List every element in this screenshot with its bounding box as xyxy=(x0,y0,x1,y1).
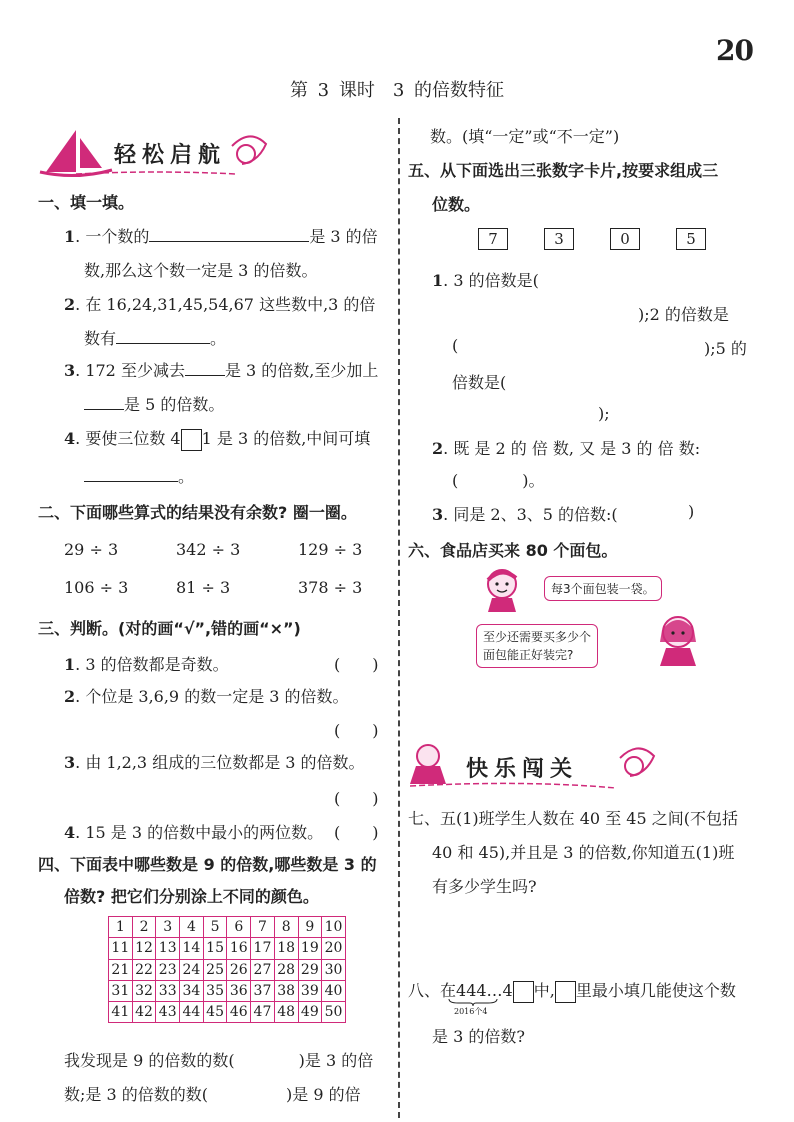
column-divider xyxy=(398,118,400,1118)
repeated-number: 444…4 xyxy=(456,981,513,1000)
grid-row xyxy=(109,980,346,1001)
grid-cell[interactable]: 47 xyxy=(251,1002,275,1023)
grid-cell[interactable]: 30 xyxy=(322,959,346,980)
brace-note: 2016个4 xyxy=(454,1007,488,1016)
s3-q4 xyxy=(64,820,323,843)
s5-q1-line4: 倍数是( xyxy=(452,373,507,392)
grid-cell[interactable]: 46 xyxy=(227,1002,251,1023)
expr-2[interactable]: 342 ÷ 3 xyxy=(176,540,241,559)
bubble-line: 面包能正好装完? xyxy=(483,648,574,662)
grid-cell[interactable]: 24 xyxy=(180,959,204,980)
grid-cell[interactable]: 21 xyxy=(109,959,133,980)
grid-cell[interactable]: 35 xyxy=(203,980,227,1001)
s5-q3-paren-close: ) xyxy=(688,502,695,521)
girl-cartoon-icon xyxy=(652,612,704,668)
digit-box[interactable] xyxy=(555,981,576,1003)
grid-cell[interactable]: 26 xyxy=(227,959,251,980)
q-text: . 3 的倍数是( xyxy=(443,271,539,290)
grid-cell[interactable]: 34 xyxy=(180,980,204,1001)
grid-cell[interactable]: 49 xyxy=(298,1002,322,1023)
banner-title: 轻松启航 xyxy=(114,143,227,168)
s5-q2-line1 xyxy=(432,436,700,459)
grid-cell[interactable]: 5 xyxy=(203,917,227,938)
judge-paren[interactable]: ( ) xyxy=(334,823,379,842)
s5-q2-answer[interactable]: ( )。 xyxy=(452,471,545,490)
q-text: 。 xyxy=(178,467,195,486)
grid-cell[interactable]: 38 xyxy=(274,980,298,1001)
q-number: 1 xyxy=(64,655,76,674)
s1-q2-line2 xyxy=(84,326,226,349)
judge-paren[interactable]: ( ) xyxy=(334,721,379,740)
s1-q3-line2 xyxy=(84,392,224,415)
q-number: 2 xyxy=(64,687,76,706)
section-5-heading-line1: 五、从下面选出三张数字卡片,按要求组成三 xyxy=(408,161,719,180)
digit-card-0[interactable]: 0 xyxy=(610,228,640,250)
s5-q1-paren-open[interactable]: ( xyxy=(452,336,459,355)
q-text: . 15 是 3 的倍数中最小的两位数。 xyxy=(75,823,324,842)
q-text: 是 3 的倍 xyxy=(309,227,378,246)
expr-6[interactable]: 378 ÷ 3 xyxy=(298,578,363,597)
q-text: . 个位是 3,6,9 的数一定是 3 的倍数。 xyxy=(75,687,349,706)
q-text: 八、在 xyxy=(408,981,457,1000)
page-number: 20 xyxy=(716,34,753,67)
digit-box[interactable] xyxy=(181,429,202,451)
q-text: . 要使三位数 4 xyxy=(75,429,181,448)
expr-1[interactable]: 29 ÷ 3 xyxy=(64,540,119,559)
q-text: 1 是 3 的倍数,中间可填 xyxy=(201,429,371,448)
answer-blank[interactable] xyxy=(84,466,178,482)
grid-cell[interactable]: 4 xyxy=(180,917,204,938)
answer-blank[interactable] xyxy=(149,226,309,242)
q-text: . 既 是 2 的 倍 数, 又 是 3 的 倍 数: xyxy=(443,439,701,458)
q-text: 是 3 的倍数,至少加上 xyxy=(224,361,379,380)
s3-q2 xyxy=(64,684,349,707)
grid-cell[interactable]: 48 xyxy=(274,1002,298,1023)
grid-cell[interactable]: 10 xyxy=(322,917,346,938)
q-number: 3 xyxy=(64,753,76,772)
grid-cell[interactable]: 14 xyxy=(180,938,204,959)
grid-cell[interactable]: 43 xyxy=(156,1002,180,1023)
banner-easy-start xyxy=(36,124,276,180)
section-6-heading: 六、食品店买来 80 个面包。 xyxy=(408,541,618,560)
grid-cell[interactable]: 44 xyxy=(180,1002,204,1023)
grid-cell[interactable]: 40 xyxy=(322,980,346,1001)
s4-find-line3: 数。(填“一定”或“不一定”) xyxy=(430,127,620,146)
q-number: 2 xyxy=(64,295,76,314)
digit-card-3[interactable]: 3 xyxy=(544,228,574,250)
grid-cell[interactable]: 42 xyxy=(132,1002,156,1023)
grid-cell[interactable]: 41 xyxy=(109,1002,133,1023)
q-number: 3 xyxy=(64,361,76,380)
s1-q1-line2: 数,那么这个数一定是 3 的倍数。 xyxy=(84,261,318,280)
section-8-line2: 是 3 的倍数? xyxy=(432,1027,525,1046)
digit-box[interactable] xyxy=(513,981,534,1003)
q-text: 数;是 3 的倍数的数( xyxy=(64,1085,208,1104)
q-number: 4 xyxy=(64,823,76,842)
q-text: )是 3 的倍 xyxy=(298,1051,374,1070)
s1-q4-line1 xyxy=(64,426,370,451)
digit-card-5[interactable]: 5 xyxy=(676,228,706,250)
grid-cell[interactable]: 8 xyxy=(274,917,298,938)
grid-cell[interactable]: 23 xyxy=(156,959,180,980)
q-number: 2 xyxy=(432,439,444,458)
grid-cell[interactable]: 25 xyxy=(203,959,227,980)
grid-cell[interactable]: 20 xyxy=(322,938,346,959)
grid-cell[interactable]: 36 xyxy=(227,980,251,1001)
grid-cell[interactable]: 33 xyxy=(156,980,180,1001)
q-number: 3 xyxy=(432,505,444,524)
s1-q3-line1 xyxy=(64,358,378,381)
q-text: 里最小填几能使这个数 xyxy=(575,981,736,1000)
grid-cell[interactable]: 13 xyxy=(156,938,180,959)
s3-q3 xyxy=(64,750,365,773)
grid-cell[interactable]: 18 xyxy=(274,938,298,959)
grid-row xyxy=(109,1002,346,1023)
q-text: 中, xyxy=(533,981,555,1000)
number-grid xyxy=(108,916,346,1023)
s1-q1-line1 xyxy=(64,224,378,247)
section-4-heading-line1: 四、下面表中哪些数是 9 的倍数,哪些数是 3 的 xyxy=(38,855,377,874)
section-7-line3: 有多少学生吗? xyxy=(432,877,537,896)
section-2-heading: 二、下面哪些算式的结果没有余数? 圈一圈。 xyxy=(38,503,357,522)
section-4-heading-line2: 倍数? 把它们分别涂上不同的颜色。 xyxy=(64,887,319,906)
grid-cell[interactable]: 45 xyxy=(203,1002,227,1023)
q-text: 数有 xyxy=(84,329,117,348)
q-number: 4 xyxy=(64,429,76,448)
expr-3[interactable]: 129 ÷ 3 xyxy=(298,540,363,559)
section-1-heading: 一、填一填。 xyxy=(38,193,135,212)
grid-cell[interactable]: 39 xyxy=(298,980,322,1001)
grid-cell[interactable]: 2 xyxy=(132,917,156,938)
grid-cell[interactable]: 29 xyxy=(298,959,322,980)
judge-paren[interactable]: ( ) xyxy=(334,789,379,808)
section-7-line1: 七、五(1)班学生人数在 40 至 45 之间(不包括 xyxy=(408,809,738,828)
grid-cell[interactable]: 32 xyxy=(132,980,156,1001)
grid-cell[interactable]: 22 xyxy=(132,959,156,980)
grid-cell[interactable]: 28 xyxy=(274,959,298,980)
grid-cell[interactable]: 3 xyxy=(156,917,180,938)
section-5-heading-line2: 位数。 xyxy=(432,195,481,214)
bubble-line: 至少还需要买多少个 xyxy=(483,630,592,644)
digit-card-7[interactable]: 7 xyxy=(478,228,508,250)
expr-5[interactable]: 81 ÷ 3 xyxy=(176,578,231,597)
s3-q1 xyxy=(64,652,229,675)
speech-bubble-2 xyxy=(476,624,598,668)
q-text: . 同是 2、3、5 的倍数:( xyxy=(443,505,618,524)
boy-cartoon-icon xyxy=(480,566,530,612)
grid-cell[interactable]: 19 xyxy=(298,938,322,959)
grid-cell[interactable]: 1 xyxy=(109,917,133,938)
grid-cell[interactable]: 9 xyxy=(298,917,322,938)
grid-cell[interactable]: 6 xyxy=(227,917,251,938)
q-number: 1 xyxy=(432,271,444,290)
answer-blank[interactable] xyxy=(84,394,124,410)
answer-blank[interactable] xyxy=(185,360,225,376)
grid-row xyxy=(109,938,346,959)
banner-title: 快乐闯关 xyxy=(466,757,579,782)
grid-cell[interactable]: 31 xyxy=(109,980,133,1001)
q-text: 是 5 的倍数。 xyxy=(124,395,225,414)
expr-4[interactable]: 106 ÷ 3 xyxy=(64,578,129,597)
grid-cell[interactable]: 37 xyxy=(251,980,275,1001)
grid-cell[interactable]: 15 xyxy=(203,938,227,959)
judge-paren[interactable]: ( ) xyxy=(334,655,379,674)
s5-q1-line2: );2 的倍数是 xyxy=(638,305,729,324)
s1-q4-line2 xyxy=(84,464,194,487)
grid-cell[interactable]: 12 xyxy=(132,938,156,959)
s5-q3 xyxy=(432,502,618,525)
banner-happy-challenge xyxy=(406,738,662,792)
s4-find-line2 xyxy=(64,1082,361,1105)
grid-cell[interactable]: 50 xyxy=(322,1002,346,1023)
q-text: . 一个数的 xyxy=(75,227,150,246)
section-7-line2: 40 和 45),并且是 3 的倍数,你知道五(1)班 xyxy=(432,843,735,862)
s5-q1-line5: ); xyxy=(598,404,610,423)
grid-cell[interactable]: 11 xyxy=(109,938,133,959)
answer-blank[interactable] xyxy=(116,328,210,344)
grid-row xyxy=(109,917,346,938)
q-text: . 172 至少减去 xyxy=(75,361,185,380)
page-title: 第 3 课时 3 的倍数特征 xyxy=(289,80,505,101)
q-text: . 3 的倍数都是奇数。 xyxy=(75,655,229,674)
q-number: 1 xyxy=(64,227,76,246)
speech-bubble-1: 每3个面包装一袋。 xyxy=(544,576,662,601)
section-3-heading: 三、判断。(对的画“√”,错的画“×”) xyxy=(38,619,301,638)
q-text: )是 9 的倍 xyxy=(286,1085,361,1104)
q-text: . 在 16,24,31,45,54,67 这些数中,3 的倍 xyxy=(75,295,376,314)
s5-q1-line3: );5 的 xyxy=(704,339,747,358)
grid-row xyxy=(109,959,346,980)
s4-find-line1 xyxy=(64,1048,373,1071)
q-text: 我发现是 9 的倍数的数( xyxy=(64,1051,235,1070)
grid-cell[interactable]: 17 xyxy=(251,938,275,959)
underbrace-icon xyxy=(448,998,498,1006)
grid-cell[interactable]: 27 xyxy=(251,959,275,980)
q-text: . 由 1,2,3 组成的三位数都是 3 的倍数。 xyxy=(75,753,365,772)
grid-cell[interactable]: 16 xyxy=(227,938,251,959)
grid-cell[interactable]: 7 xyxy=(251,917,275,938)
s5-q1-line1 xyxy=(432,268,539,291)
s1-q2-line1 xyxy=(64,292,375,315)
q-text: 。 xyxy=(210,329,227,348)
